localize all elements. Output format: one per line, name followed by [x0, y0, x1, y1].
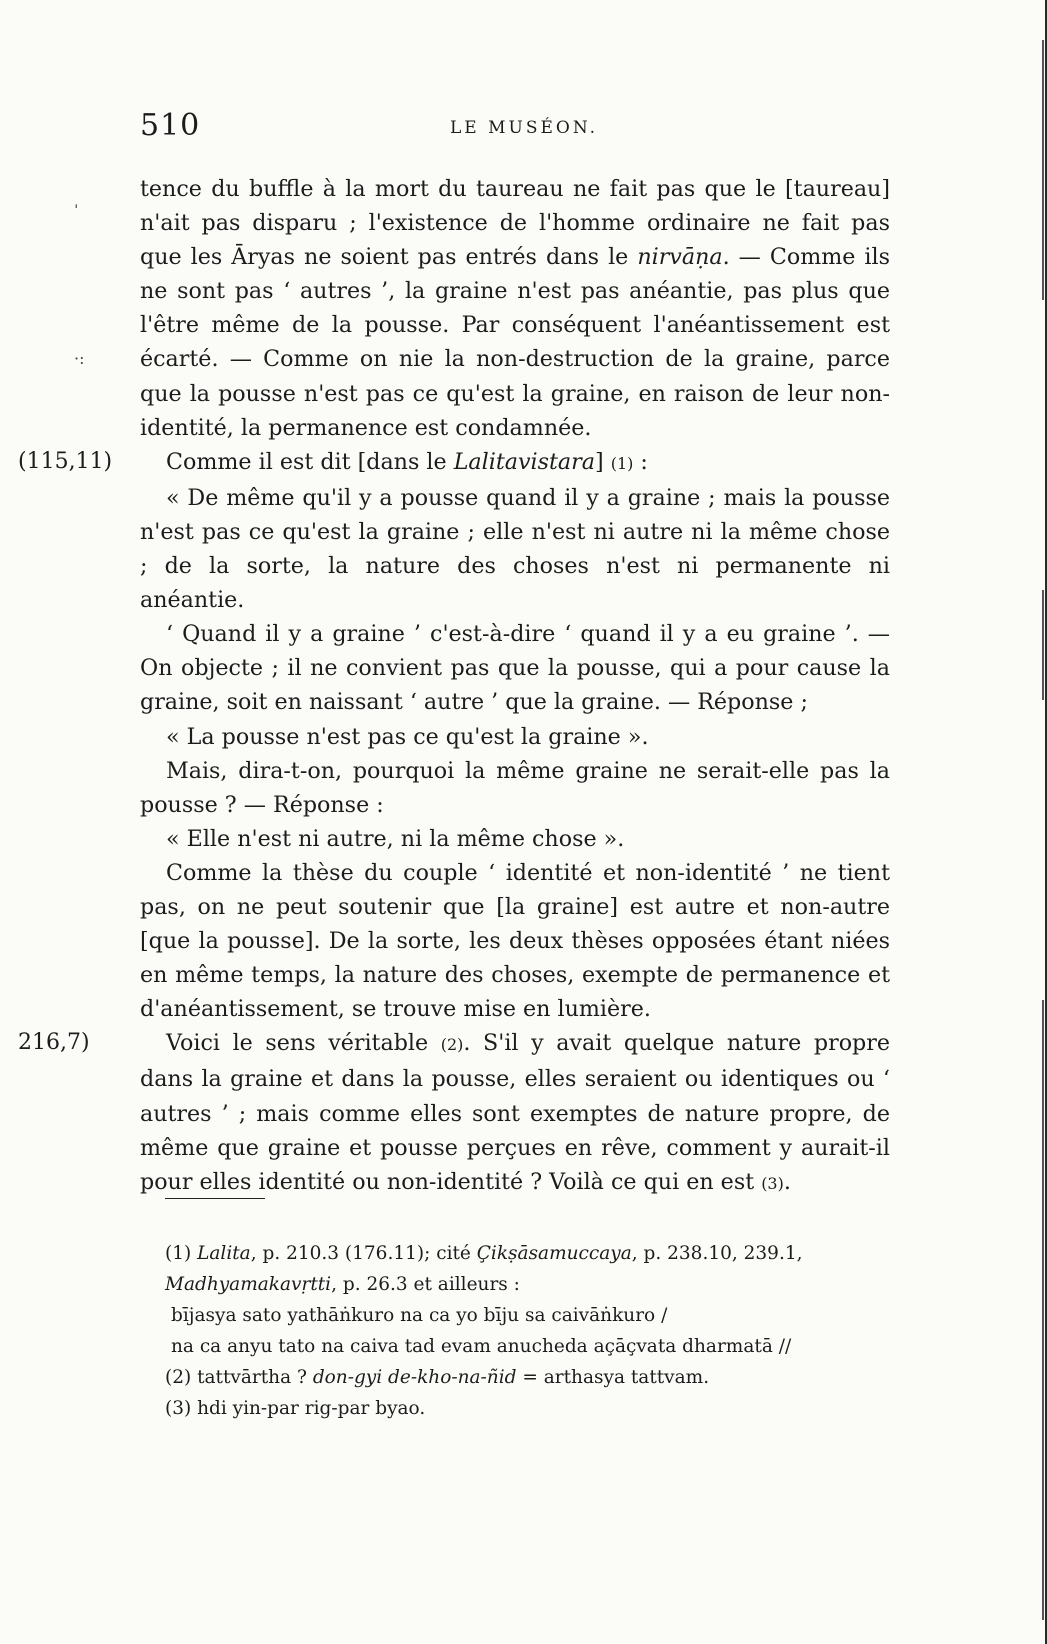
footnote-marker: (1): [610, 453, 634, 473]
quote-paragraph: « De même qu'il y a pousse quand il y a graine ; mais la pousse n'est pas ce qu'est la graine ; elle n'est ni autre ni la même chose ; de la sorte, la nature des choses n'est ni permanente ni anéantie.: [140, 484, 890, 614]
paragraph: ˌ ·: tence du buffle à la mort du taureau ne fait pas que le [taureau] n'ait pas disparu ; l'existence de l'homme ordinaire ne fait pas que les Āryas ne soient pas entrés dans le nirvāṇa. — Comme ils ne sont pas ‘ autres ’, la graine n'est pas anéantie, pas plus que l'être même de la pousse. Par conséquent l'anéantissement est écarté. — Comme on nie la non-destruction de la graine, parce que la pousse n'est pas ce qu'est la graine, en raison de leur non-identité, la permanence est condamnée.: [74, 176, 890, 441]
footnote-2: (2) tattvārtha ? don-gyi de-kho-na-ñid = arthasya tattvam.: [165, 1367, 710, 1388]
edge-shadow: [1042, 1000, 1044, 1620]
footnote-rule: [165, 1198, 265, 1199]
quote-paragraph: « La pousse n'est pas ce qu'est la graine ».: [166, 723, 649, 750]
page-header: [140, 108, 890, 148]
footnote-1: (1) Lalita, p. 210.3 (176.11); cité Çikṣāsamuccaya, p. 238.10, 239.1, Madhyamakavṛtti, p. 26.3 et ailleurs :: [165, 1243, 803, 1295]
footnote-marker: (3): [761, 1173, 784, 1193]
paragraph: ‘ Quand il y a graine ’ c'est-à-dire ‘ quand il y a eu graine ’. — On objecte ; il ne convient pas que la pousse, qui a pour cause la graine, soit en naissant ‘ autre ’ que la graine. — Réponse ;: [140, 621, 890, 716]
paragraph: (115,11) Comme il est dit [dans le Lalitavistara] (1) :: [140, 445, 890, 481]
footnote-marker: (2): [440, 1035, 464, 1055]
page-number: 510: [140, 108, 201, 143]
margin-reference: 216,7): [18, 1030, 90, 1056]
edge-shadow: [1042, 590, 1044, 700]
footnotes: [165, 1238, 890, 1424]
paragraph: 216,7) Voici le sens véritable (2). S'il y avait quelque nature propre dans la graine et dans la pousse, elles seraient ou identiques ou ‘ autres ’ ; mais comme elles sont exemptes de nature propre, de même que graine et pousse perçues en rêve, comment y aurait-il pour elles identité ou non-identité ? Voilà ce qui en est (3).: [140, 1026, 890, 1200]
margin-reference: (115,11): [18, 448, 113, 474]
footnote-3: (3) hdi yin-par rig-par byao.: [165, 1398, 426, 1419]
footnote-verse-line: bījasya sato yathāṅkuro na ca yo bīju sa caivāṅkuro /: [171, 1305, 668, 1326]
paragraph: Comme la thèse du couple ‘ identité et non-identité ’ ne tient pas, on ne peut soutenir que [la graine] est autre et non-autre [que la pousse]. De la sorte, les deux thèses opposées étant niées en même temps, la nature des choses, exempte de permanence et d'anéantissement, se trouve mise en lumière.: [140, 859, 890, 1023]
margin-mark: ·:: [74, 349, 85, 368]
margin-mark: ˌ: [74, 191, 79, 210]
quote-paragraph: « Elle n'est ni autre, ni la même chose ».: [166, 825, 625, 852]
paragraph: Mais, dira-t-on, pourquoi la même graine ne serait-elle pas la pousse ? — Réponse :: [140, 757, 890, 818]
footnote-verse-line: na ca anyu tato na caiva tad evam anucheda açāçvata dharmatā //: [171, 1336, 792, 1357]
main-text: [18, 172, 890, 1201]
edge-shadow: [1042, 40, 1044, 300]
running-head: LE MUSÉON.: [450, 118, 599, 138]
